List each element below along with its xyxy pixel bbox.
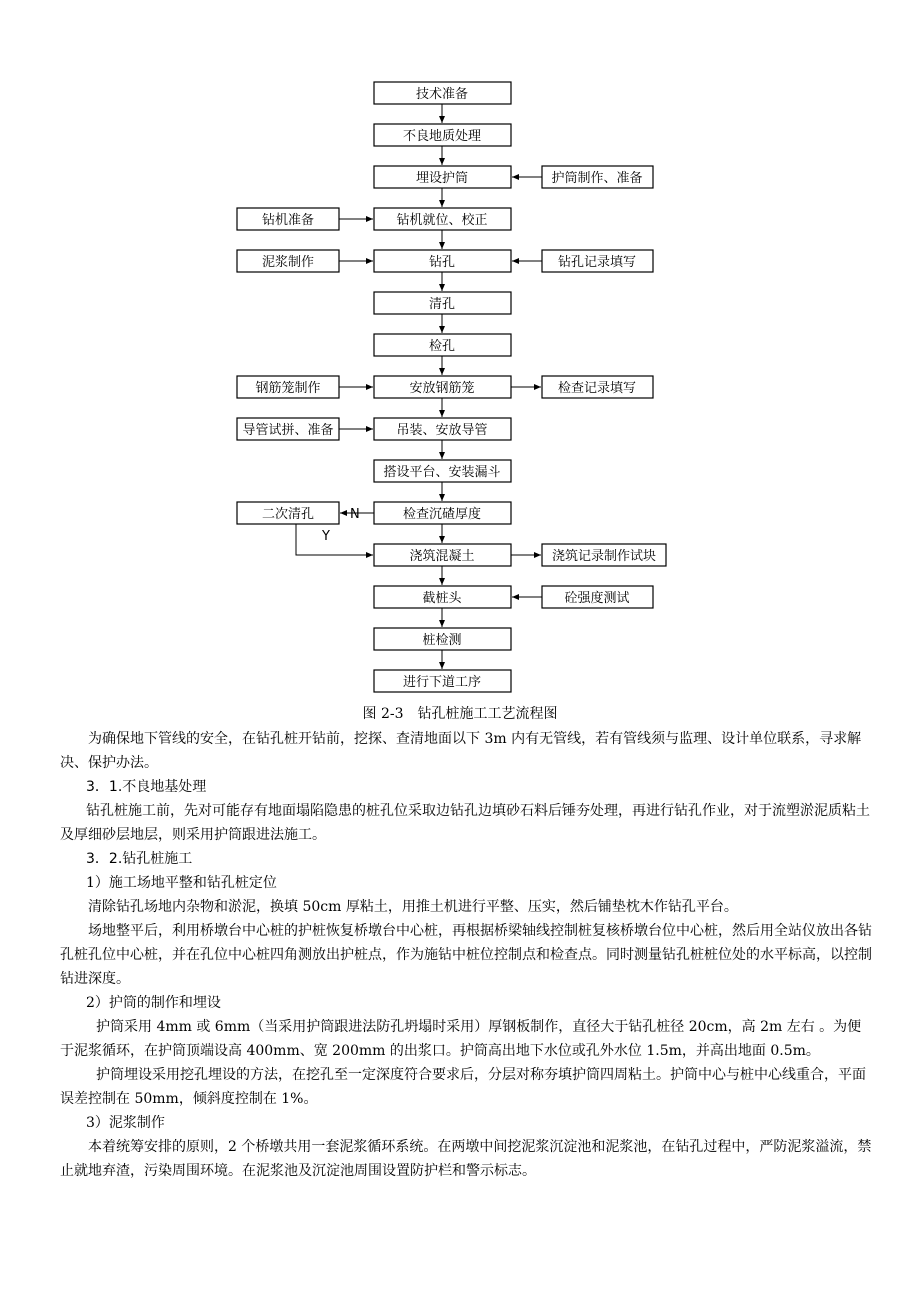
- left-box-mud-making-label: 泥浆制作: [261, 255, 315, 270]
- left-box-mud-making: [237, 250, 339, 272]
- flow-step-15: [374, 670, 511, 692]
- left-box-second-clean: [237, 502, 339, 524]
- flow-step-8-label: 安放钢筋笼: [409, 381, 475, 396]
- flow-step-14-label: 桩检测: [422, 633, 462, 648]
- flow-step-11: [374, 502, 511, 524]
- right-box-casing-prep-label: 护筒制作、准备: [551, 171, 643, 186]
- left-box-second-clean-label: 二次清孔: [261, 507, 315, 522]
- flow-step-13-label: 截桩头: [422, 591, 462, 606]
- flow-step-1: [374, 82, 511, 104]
- right-box-pour-record-label: 浇筑记录制作试块: [551, 549, 657, 564]
- flow-step-1-label: 技术准备: [415, 87, 469, 102]
- subheading-mud: 3）泥浆制作: [86, 1115, 165, 1131]
- flow-step-12-label: 浇筑混凝土: [409, 549, 475, 564]
- flow-step-7-label: 检孔: [428, 339, 456, 354]
- paragraph-mud-system: 本着统筹安排的原则，2 个桥墩共用一套泥浆循环系统。在两墩中间挖泥浆沉淀池和泥浆池，在钻孔过程中，严防泥浆溢流，禁止就地弃渣，污染周围环境。在泥浆池及沉淀池周围设置防护栏和警示标志。: [60, 1139, 872, 1179]
- figure-caption: 图 2-3 钻孔桩施工工艺流程图: [362, 706, 558, 722]
- branch-label-n: N: [350, 507, 360, 522]
- subheading-casing: 2）护筒的制作和埋设: [86, 995, 221, 1011]
- flow-step-15-label: 进行下道工序: [402, 675, 482, 690]
- flow-step-2-label: 不良地质处理: [402, 129, 482, 144]
- left-box-drill-prep-label: 钻机准备: [261, 213, 315, 228]
- paragraph-bad-ground: 钻孔桩施工前，先对可能存有地面塌陷隐患的桩孔位采取边钻孔边填砂石料后锤夯处理，再进行钻孔作业，对于流塑淤泥质粘土及厚细砂层地层，则采用护筒跟进法施工。: [60, 803, 870, 843]
- paragraph-pile-positioning: 场地整平后，利用桥墩台中心桩的护桩恢复桥墩台中心桩，再根据桥梁轴线控制桩复核桥墩台位中心桩，然后用全站仪放出各钻孔桩孔位中心桩，并在孔位中心桩四角测放出护桩点，作为施钻中桩位控制点和检查点。同时测量钻孔桩桩位处的水平标高，以控制钻进深度。: [60, 923, 872, 987]
- left-box-drill-prep: [237, 208, 339, 230]
- flow-step-14: [374, 628, 511, 650]
- flow-step-11-label: 检查沉碴厚度: [402, 507, 482, 522]
- flow-step-4-label: 钻机就位、校正: [396, 213, 488, 228]
- flow-step-3-label: 埋设护筒: [415, 171, 469, 186]
- paragraph-casing-making: 护筒采用 4mm 或 6mm（当采用护筒跟进法防孔坍塌时采用）厚钢板制作，直径大于钻孔桩径 20cm，高 2m 左右 。为便于泥浆循环，在护筒顶端设高 400mm、宽 200mm 的出浆口。护筒高出地下水位或孔外水位 1.5m，并高出地面 0.5m。: [60, 1019, 862, 1059]
- left-box-pipe-trial: [237, 418, 339, 440]
- right-box-check-record: [542, 376, 653, 398]
- subheading-site-leveling: 1）施工场地平整和钻孔桩定位: [86, 875, 277, 891]
- right-box-strength-test: [542, 586, 653, 608]
- flow-step-12: [374, 544, 511, 566]
- right-box-drill-record: [542, 250, 653, 272]
- flow-step-6: [374, 292, 511, 314]
- flow-step-2: [374, 124, 511, 146]
- left-box-pipe-trial-label: 导管试拼、准备: [242, 423, 334, 438]
- paragraph-site-clearing: 清除钻孔场地内杂物和淤泥，换填 50cm 厚粘土，用推土机进行平整、压实，然后铺垫枕木作钻孔平台。: [88, 899, 738, 915]
- section-heading-3-2: 3．2.钻孔桩施工: [86, 851, 193, 867]
- left-box-rebar-cage: [237, 376, 339, 398]
- paragraph-casing-burying: 护筒埋设采用挖孔埋设的方法，在挖孔至一定深度符合要求后，分层对称夯填护筒四周粘土。护筒中心与桩中心线重合，平面误差控制在 50mm，倾斜度控制在 1%。: [60, 1067, 866, 1107]
- flow-step-5-label: 钻孔: [428, 255, 456, 270]
- branch-label-y: Y: [322, 529, 330, 544]
- right-box-strength-test-label: 砼强度测试: [564, 591, 630, 606]
- flow-step-3: [374, 166, 511, 188]
- paragraph-pipeline-safety: 为确保地下管线的安全，在钻孔桩开钻前，挖探、查清地面以下 3m 内有无管线，若有管线须与监理、设计单位联系，寻求解决、保护办法。: [60, 731, 862, 771]
- section-heading-3-1: 3．1.不良地基处理: [86, 779, 207, 795]
- right-box-drill-record-label: 钻孔记录填写: [557, 255, 637, 270]
- right-box-pour-record: [542, 544, 666, 566]
- flow-step-4: [374, 208, 511, 230]
- flow-step-7: [374, 334, 511, 356]
- left-box-rebar-cage-label: 钢筋笼制作: [255, 381, 321, 396]
- flow-step-5: [374, 250, 511, 272]
- flow-step-8: [374, 376, 511, 398]
- right-box-casing-prep: [542, 166, 653, 188]
- flow-step-6-label: 清孔: [428, 297, 456, 312]
- flow-step-13: [374, 586, 511, 608]
- flow-step-10: [374, 460, 511, 482]
- flow-step-10-label: 搭设平台、安装漏斗: [383, 465, 501, 480]
- flow-step-9-label: 吊装、安放导管: [396, 423, 488, 438]
- flow-step-9: [374, 418, 511, 440]
- right-box-check-record-label: 检查记录填写: [557, 381, 637, 396]
- body-text: [60, 727, 875, 1183]
